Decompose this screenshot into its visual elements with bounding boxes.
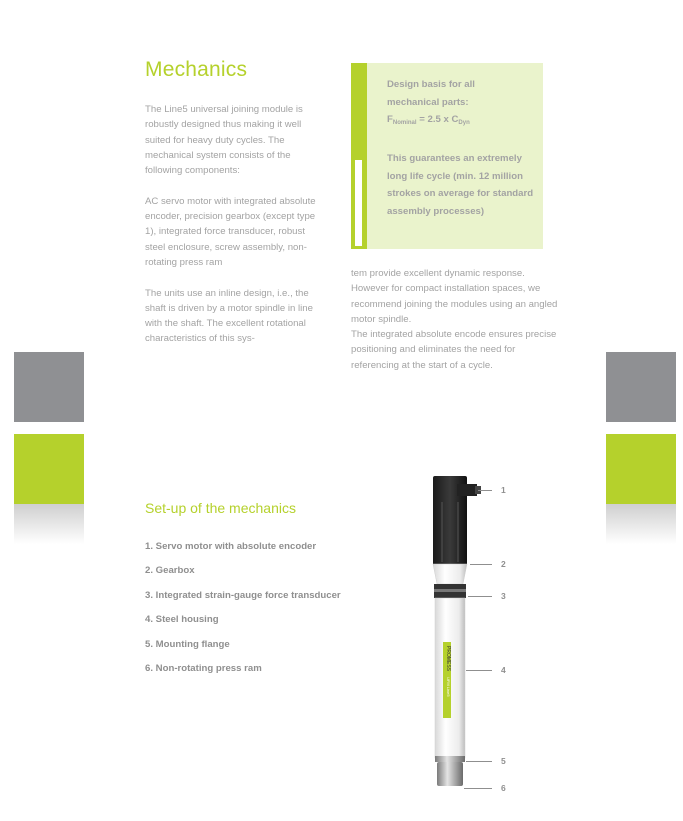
- list-item: 4. Steel housing: [145, 614, 219, 626]
- list-item: 6. Non-rotating press ram: [145, 662, 262, 674]
- setup-title: Set-up of the mechanics: [145, 500, 296, 516]
- right-paragraph-1: tem provide excellent dynamic response. However for compact installation spaces, we recommend joining the modules using an angled motor spindle.: [351, 268, 558, 325]
- left-column: [145, 102, 327, 347]
- right-column: [351, 266, 561, 373]
- leader-line-6: [464, 788, 492, 789]
- left-gray-block: [14, 352, 84, 422]
- callout-number-2: 2: [501, 559, 506, 569]
- left-paragraph-1: The Line5 universal joining module is robustly designed thus making it well suited for heavy duty cycles. The mechanical system consists of the following components:: [145, 104, 303, 177]
- right-paragraph-2: The integrated absolute encode ensures precise positioning and eliminates the need for referencing at the start of a cycle.: [351, 329, 557, 371]
- callout-note: This guarantees an extremely long life cycle (min. 12 million strokes on average for standard assembly processes): [387, 153, 534, 217]
- list-item: 5. Mounting flange: [145, 638, 230, 650]
- parts-list: [145, 541, 341, 687]
- callout-accent-bar-inset: [355, 160, 362, 246]
- mounting-flange: [435, 756, 465, 762]
- callout-number-4: 4: [501, 665, 506, 675]
- right-fade-block: [606, 504, 676, 544]
- callout-number-6: 6: [501, 783, 506, 793]
- leader-line-2: [470, 564, 492, 565]
- right-gray-block: [606, 352, 676, 422]
- left-fade-block: [14, 504, 84, 544]
- list-item: 3. Integrated strain-gauge force transducer: [145, 589, 341, 601]
- right-green-block: [606, 434, 676, 504]
- callout-number-5: 5: [501, 756, 506, 766]
- list-item: 1. Servo motor with absolute encoder: [145, 541, 317, 552]
- leader-line-5: [466, 761, 492, 762]
- leader-line-3: [468, 596, 492, 597]
- gearbox: [433, 564, 467, 584]
- press-ram: [437, 762, 463, 786]
- list-item: 2. Gearbox: [145, 565, 195, 577]
- callout-number-1: 1: [501, 485, 506, 495]
- svg-text:UFM Line5: UFM Line5: [446, 677, 451, 697]
- callout-line-2: mechanical parts:: [387, 96, 469, 108]
- left-green-block: [14, 434, 84, 504]
- callout-number-3: 3: [501, 591, 506, 601]
- svg-text:PROMESS: PROMESS: [445, 646, 451, 672]
- leader-line-4: [466, 670, 492, 671]
- page-title: Mechanics: [145, 58, 248, 81]
- callout-text: [387, 76, 537, 220]
- leader-line-1: [478, 490, 492, 491]
- callout-formula: $F_{Nominal} = 2.5$ x $C_{Dyn}$: [387, 114, 470, 126]
- left-paragraph-2: AC servo motor with integrated absolute encoder, precision gearbox (except type 1), integrated force transducer, robust steel enclosure, screw assembly, non-rotating press ram: [145, 195, 316, 268]
- left-paragraph-3: The units use an inline design, i.e., the shaft is driven by a motor spindle in line with the shaft. The excellent rotational characteristics of this sys-: [145, 287, 313, 345]
- joining-module-illustration: [420, 472, 500, 797]
- callout-line-1: Design basis for all: [387, 79, 475, 90]
- motor-connector: [457, 484, 477, 496]
